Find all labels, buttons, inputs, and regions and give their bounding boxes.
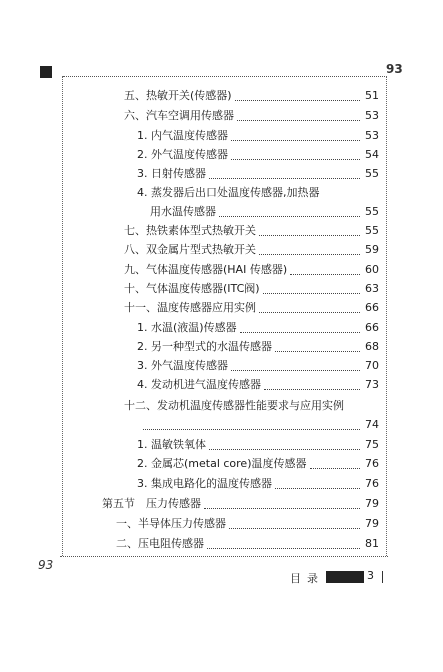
toc-entry-page: 76 — [365, 457, 379, 470]
footer-page-number: 3 — [367, 569, 374, 582]
toc-entry-page: 55 — [365, 224, 379, 237]
toc-entry — [137, 358, 379, 374]
toc-entry-page: 66 — [365, 321, 379, 334]
toc-entry — [137, 320, 379, 336]
running-footer-title: 目录 — [290, 572, 324, 585]
toc-entry-label: 七、热铁素体型式热敏开关 — [124, 224, 256, 237]
leader-dots — [310, 467, 361, 469]
leader-dots — [143, 428, 360, 430]
border-left — [62, 76, 63, 556]
leader-dots — [240, 331, 360, 333]
leader-dots — [204, 507, 360, 509]
toc-entry-page: 59 — [365, 243, 379, 256]
toc-entry-label: 3. 外气温度传感器 — [137, 359, 228, 372]
toc-entry-page: 60 — [365, 263, 379, 276]
toc-entry-page: 55 — [365, 205, 379, 218]
leader-dots — [259, 311, 360, 313]
corner-mark-bottom-left: 93 — [38, 558, 54, 572]
border-bottom — [60, 556, 388, 557]
toc-entry — [150, 204, 379, 220]
toc-entry-label: 1. 温敏铁氧体 — [137, 438, 206, 451]
toc-entry-label: 用水温传感器 — [150, 205, 216, 218]
toc-entry — [124, 88, 379, 104]
border-right — [386, 76, 387, 556]
toc-entry-page: 51 — [365, 89, 379, 102]
toc-entry-page: 68 — [365, 340, 379, 353]
toc-entry-page: 81 — [365, 537, 379, 550]
toc-entry — [137, 456, 379, 472]
toc-entry-label: 2. 另一种型式的水温传感器 — [137, 340, 272, 353]
toc-entry-page: 66 — [365, 301, 379, 314]
toc-entry-label: 3. 集成电路化的温度传感器 — [137, 477, 272, 490]
toc-entry — [137, 128, 379, 144]
footer-divider — [382, 571, 383, 583]
leader-dots — [231, 139, 360, 141]
toc-entry-label: 2. 外气温度传感器 — [137, 148, 228, 161]
corner-mark-top-right: 93 — [386, 62, 403, 76]
toc-entry-label: 九、气体温度传感器(HAI 传感器) — [124, 263, 288, 276]
toc-entry-page: 53 — [365, 129, 379, 142]
leader-dots — [264, 388, 360, 390]
toc-entry — [137, 185, 379, 201]
toc-entry — [124, 262, 379, 278]
toc-entry-page: 75 — [365, 438, 379, 451]
toc-entry-page: 54 — [365, 148, 379, 161]
toc-entry-page: 55 — [365, 167, 379, 180]
toc-entry — [137, 166, 379, 182]
toc-entry-label: 二、压电阻传感器 — [116, 537, 204, 550]
toc-entry — [137, 339, 379, 355]
toc-entry-page: 74 — [365, 418, 379, 431]
toc-entry-page: 63 — [365, 282, 379, 295]
leader-dots — [263, 292, 360, 294]
toc-entry — [116, 516, 379, 532]
leader-dots — [259, 234, 360, 236]
toc-entry — [124, 281, 379, 297]
footer-bar — [326, 571, 364, 583]
toc-entry-label: 2. 金属芯(metal core)温度传感器 — [137, 457, 307, 470]
toc-entry — [124, 242, 379, 258]
toc-entry-label: 一、半导体压力传感器 — [116, 517, 226, 530]
toc-entry — [137, 476, 379, 492]
leader-dots — [275, 350, 360, 352]
leader-dots — [219, 215, 360, 217]
toc-entry-page: 53 — [365, 109, 379, 122]
toc-entry-page: 73 — [365, 378, 379, 391]
toc-entry — [124, 108, 379, 124]
toc-entry-label: 4. 蒸发器后出口处温度传感器,加热器 — [137, 186, 320, 199]
leader-dots — [275, 487, 360, 489]
leader-dots — [229, 527, 360, 529]
toc-entry — [124, 398, 384, 414]
toc-entry-label: 1. 水温(液温)传感器 — [137, 321, 237, 334]
leader-dots — [235, 99, 360, 101]
toc-entry-page: 76 — [365, 477, 379, 490]
toc-entry-label: 3. 日射传感器 — [137, 167, 206, 180]
toc-entry — [124, 300, 379, 316]
toc-entry — [140, 417, 379, 433]
toc-entry — [137, 377, 379, 393]
leader-dots — [207, 547, 360, 549]
toc-entry-label: 八、双金属片型式热敏开关 — [124, 243, 256, 256]
toc-entry-label: 4. 发动机进气温度传感器 — [137, 378, 261, 391]
toc-entry-page: 79 — [365, 497, 379, 510]
toc-entry-label: 六、汽车空调用传感器 — [124, 109, 234, 122]
toc-entry-label: 第五节 压力传感器 — [102, 497, 201, 510]
leader-dots — [290, 273, 360, 275]
border-top — [63, 76, 385, 77]
toc-entry — [102, 496, 379, 512]
corner-mark-top-left — [40, 66, 52, 78]
leader-dots — [237, 119, 360, 121]
toc-entry-label: 十二、发动机温度传感器性能要求与应用实例 — [124, 399, 344, 412]
toc-entry-label: 五、热敏开关(传感器) — [124, 89, 232, 102]
leader-dots — [209, 177, 360, 179]
toc-entry — [137, 437, 379, 453]
leader-dots — [209, 448, 360, 450]
toc-entry-label: 十、气体温度传感器(ITC阀) — [124, 282, 260, 295]
toc-entry-label: 1. 内气温度传感器 — [137, 129, 228, 142]
toc-entry-page: 70 — [365, 359, 379, 372]
leader-dots — [259, 253, 360, 255]
leader-dots — [231, 369, 360, 371]
leader-dots — [231, 158, 360, 160]
toc-entry — [137, 147, 379, 163]
toc-entry-label: 十一、温度传感器应用实例 — [124, 301, 256, 314]
toc-entry — [124, 223, 379, 239]
toc-entry-page: 79 — [365, 517, 379, 530]
toc-entry — [116, 536, 379, 552]
